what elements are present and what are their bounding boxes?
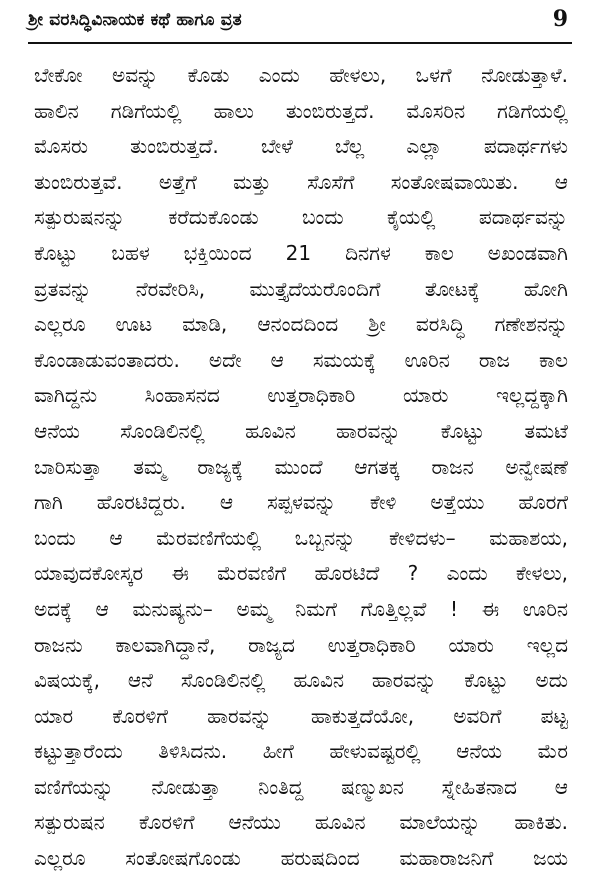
text-line: ಬೇಕೋ ಅವನ್ನು ಕೊಡು ಎಂದು ಹೇಳಲು, ಒಳಗೆ ನೋಡುತ್ತಾಳೆ. (34, 63, 568, 87)
header-rule (28, 42, 572, 44)
text-line: ವ್ರತವನ್ನು ನೆರವೇರಿಸಿ, ಮುತ್ತೈದೆಯರೊಂದಿಗೆ ತೋಟಕ್ಕೆ ಹೋಗಿ (34, 276, 568, 301)
page-header (28, 6, 572, 40)
text-line: ಎಲ್ಲರೂ ಊಟ ಮಾಡಿ, ಆನಂದದಿಂದ ಶ್ರೀ ವರಸಿದ್ಧಿ ಗಣೇಶನನ್ನು (34, 312, 568, 337)
text-line: ಅದಕ್ಕೆ ಆ ಮನುಷ್ಯನು– ಅಮ್ಮ ನಿಮಗೆ ಗೊತ್ತಿಲ್ಲವೆ ! ಈ ಊರಿನ (34, 596, 568, 621)
text-line: ಯಾರ ಕೊರಳಿಗೆ ಹಾರವನ್ನು ಹಾಕುತ್ತದೆಯೋ, ಅವರಿಗೆ ಪಟ್ಟ (34, 703, 568, 728)
running-title: ಶ್ರೀ ವರಸಿದ್ಧಿವಿನಾಯಕ ಕಥೆ ಹಾಗೂ ವ್ರತ (28, 10, 242, 30)
text-line: ಕೊಂಡಾಡುವಂತಾದರು. ಅದೇ ಆ ಸಮಯಕ್ಕೆ ಊರಿನ ರಾಜ ಕಾಲ (34, 347, 568, 372)
text-line: ಎಲ್ಲರೂ ಸಂತೋಷಗೊಂಡು ಹರುಷದಿಂದ ಮಹಾರಾಜನಿಗೆ ಜಯ (34, 846, 568, 871)
text-line: ರಾಜನು ಕಾಲವಾಗಿದ್ದಾನೆ, ರಾಜ್ಯದ ಉತ್ತರಾಧಿಕಾರಿ ಯಾರು ಇಲ್ಲದ (34, 632, 568, 657)
text-line: ಆನೆಯ ಸೊಂಡಿಲಿನಲ್ಲಿ ಹೂವಿನ ಹಾರವನ್ನು ಕೊಟ್ಟು ತಮಟೆ (34, 418, 568, 443)
text-line: ಹಾಲಿನ ಗಡಿಗೆಯಲ್ಲಿ ಹಾಲು ತುಂಬಿರುತ್ತದೆ. ಮೊಸರಿನ ಗಡಿಗೆಯಲ್ಲಿ (34, 98, 568, 123)
text-line: ವಾಗಿದ್ದನು ಸಿಂಹಾಸನದ ಉತ್ತರಾಧಿಕಾರಿ ಯಾರು ಇಲ್ಲದ್ದಕ್ಕಾಗಿ (34, 383, 568, 408)
text-line: ಕಟ್ಟುತ್ತಾರೆಂದು ತಿಳಿಸಿದನು. ಹೀಗೆ ಹೇಳುವಷ್ಟರಲ್ಲಿ ಆನೆಯ ಮೆರ (34, 739, 568, 764)
text-line: ತುಂಬಿರುತ್ತವೆ. ಅತ್ತೆಗೆ ಮತ್ತು ಸೊಸೆಗೆ ಸಂತೋಷವಾಯಿತು. ಆ (34, 169, 568, 194)
text-line: ಬಂದು ಆ ಮೆರವಣಿಗೆಯಲ್ಲಿ ಒಬ್ಬನನ್ನು ಕೇಳಿದಳು– ಮಹಾಶಯ, (34, 525, 568, 550)
text-line: ಸತ್ಪುರುಷನ ಕೊರಳಿಗೆ ಆನೆಯು ಹೂವಿನ ಮಾಲೆಯನ್ನು ಹಾಕಿತು. (34, 810, 568, 835)
page-number: 9 (552, 6, 568, 32)
body-text (34, 58, 568, 877)
text-line: ಸತ್ಪುರುಷನನ್ನು ಕರೆದುಕೊಂಡು ಬಂದು ಕೈಯಲ್ಲಿ ಪದಾರ್ಥವನ್ನು (34, 205, 568, 230)
text-line: ಕೊಟ್ಟು ಬಹಳ ಭಕ್ತಿಯಿಂದ 21 ದಿನಗಳ ಕಾಲ ಅಖಂಡವಾಗಿ (34, 240, 568, 265)
text-line: ಬಾರಿಸುತ್ತಾ ತಮ್ಮ ರಾಜ್ಯಕ್ಕೆ ಮುಂದೆ ಆಗತಕ್ಕ ರಾಜನ ಅನ್ವೇಷಣೆ (34, 454, 568, 479)
text-line: ವಣಿಗೆಯನ್ನು ನೋಡುತ್ತಾ ನಿಂತಿದ್ದ ಷಣ್ಮುಖನ ಸ್ನೇಹಿತನಾದ ಆ (34, 774, 568, 799)
text-line: ಮೊಸರು ತುಂಬಿರುತ್ತದೆ. ಬೇಳೆ ಬೆಲ್ಲ ಎಲ್ಲಾ ಪದಾರ್ಥಗಳು (34, 134, 568, 159)
text-line: ಗಾಗಿ ಹೊರಟಿದ್ದರು. ಆ ಸಪ್ಪಳವನ್ನು ಕೇಳಿ ಅತ್ತೆಯು ಹೊರಗೆ (34, 490, 568, 515)
text-line: ಯಾವುದಕೋಸ್ಕರ ಈ ಮೆರವಣಿಗೆ ಹೊರಟಿದೆ ? ಎಂದು ಕೇಳಲು, (34, 561, 568, 586)
text-line: ವಿಷಯಕ್ಕೆ, ಆನೆ ಸೊಂಡಿಲಿನಲ್ಲಿ ಹೂವಿನ ಹಾರವನ್ನು ಕೊಟ್ಟು ಅದು (34, 668, 568, 693)
